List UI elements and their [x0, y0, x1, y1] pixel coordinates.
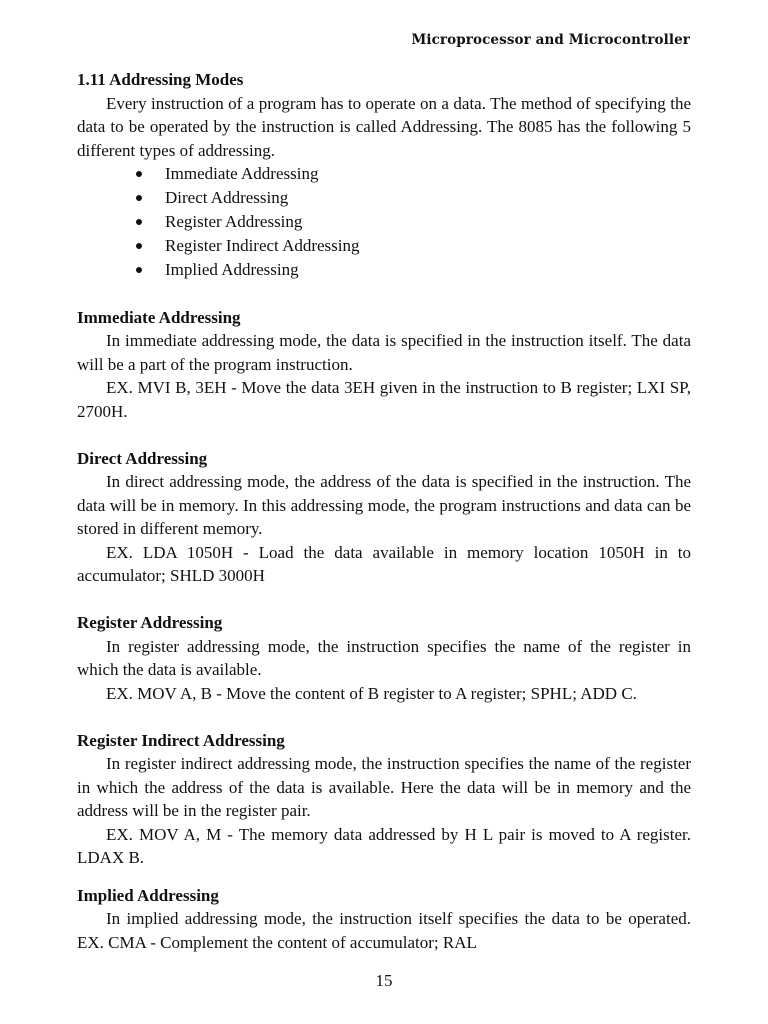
bullet-icon — [136, 171, 142, 177]
register-indirect-example: EX. MOV A, M - The memory data addressed by H L pair is moved to A register. LDAX B. — [77, 824, 691, 867]
immediate-example: EX. MVI B, 3EH - Move the data 3EH given in the instruction to B register; LXI SP, 2700H. — [77, 378, 691, 421]
spacer — [77, 282, 691, 306]
list-item — [136, 258, 691, 282]
addressing-types-list — [77, 162, 691, 282]
spacer — [77, 423, 691, 447]
implied-paragraph: In implied addressing mode, the instruction itself specifies the data to be operated. EX. CMA - Complement the content of accumulator; RAL — [77, 909, 691, 952]
bullet-icon — [136, 219, 142, 225]
bullet-icon — [136, 243, 142, 249]
register-paragraph: In register addressing mode, the instruction specifies the name of the register in which the data is available. — [77, 636, 691, 679]
page-number: 15 — [375, 971, 393, 990]
immediate-heading: Immediate Addressing — [77, 307, 241, 327]
direct-heading: Direct Addressing — [77, 448, 208, 468]
list-item — [136, 186, 691, 210]
running-header: Microprocessor and Microcontroller — [411, 32, 690, 48]
list-item — [136, 162, 691, 186]
intro-paragraph: Every instruction of a program has to operate on a data. The method of specifying the data to be operated by the instruction is called Addressing. The 8085 has the following 5 different types of addressing. — [77, 93, 691, 160]
list-item-label: Register Addressing — [165, 212, 303, 231]
implied-heading: Implied Addressing — [77, 885, 219, 905]
direct-paragraph: In direct addressing mode, the address of the data is specified in the instruction. The data will be in memory. In this addressing mode, the program instructions and data can be stored in different memory. — [77, 472, 691, 538]
page-content — [77, 68, 691, 954]
section-heading: 1.11 Addressing Modes — [77, 70, 244, 89]
list-item-label: Direct Addressing — [165, 188, 289, 207]
list-item-label: Register Indirect Addressing — [165, 236, 360, 255]
immediate-paragraph: In immediate addressing mode, the data is specified in the instruction itself. The data will be a part of the program instruction. — [77, 331, 691, 374]
register-indirect-paragraph: In register indirect addressing mode, the instruction specifies the name of the register in which the address of the data is available. Here the data will be in memory and the address will be in the register pair. — [77, 754, 691, 820]
list-item — [136, 210, 691, 234]
spacer — [77, 870, 691, 884]
list-item-label: Implied Addressing — [165, 260, 299, 279]
bullet-icon — [136, 267, 142, 273]
bullet-icon — [136, 195, 142, 201]
list-item — [136, 234, 691, 258]
direct-example: EX. LDA 1050H - Load the data available in memory location 1050H in to accumulator; SHLD 3000H — [77, 542, 691, 585]
spacer — [77, 588, 691, 612]
spacer — [77, 705, 691, 729]
register-indirect-heading: Register Indirect Addressing — [77, 730, 285, 750]
register-heading: Register Addressing — [77, 613, 223, 632]
register-example: EX. MOV A, B - Move the content of B register to A register; SPHL; ADD C. — [106, 683, 637, 703]
list-item-label: Immediate Addressing — [165, 164, 319, 183]
